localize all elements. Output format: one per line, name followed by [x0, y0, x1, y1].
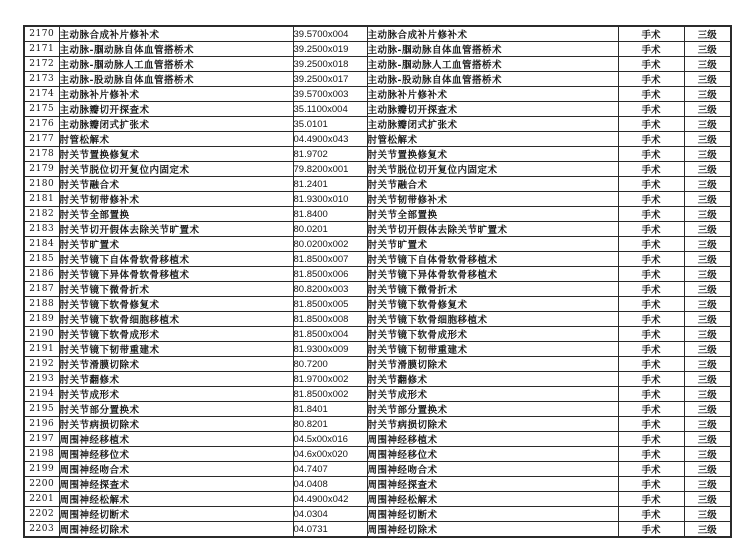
row-number-cell: 2175	[24, 102, 59, 117]
procedure-name-cell: 肘关节翻修术	[59, 372, 293, 387]
table-row	[24, 282, 731, 297]
procedure-code-cell: 81.8500x006	[293, 267, 367, 282]
procedure-code-cell: 39.2500x017	[293, 72, 367, 87]
category-cell: 手术	[618, 42, 684, 57]
category-cell: 手术	[618, 162, 684, 177]
procedure-code-cell: 81.9300x009	[293, 342, 367, 357]
row-number-cell: 2195	[24, 402, 59, 417]
procedure-name2-cell: 肘关节成形术	[367, 387, 618, 402]
row-number-cell: 2179	[24, 162, 59, 177]
row-number-cell: 2177	[24, 132, 59, 147]
procedure-name2-cell: 周围神经移植术	[367, 432, 618, 447]
level-cell: 三级	[684, 327, 731, 342]
row-number-cell: 2200	[24, 477, 59, 492]
category-cell: 手术	[618, 417, 684, 432]
level-cell: 三级	[684, 42, 731, 57]
category-cell: 手术	[618, 237, 684, 252]
level-cell: 三级	[684, 522, 731, 538]
row-number-cell: 2181	[24, 192, 59, 207]
row-number-cell: 2193	[24, 372, 59, 387]
procedure-name2-cell: 肘关节旷置术	[367, 237, 618, 252]
procedure-name2-cell: 肘关节翻修术	[367, 372, 618, 387]
procedure-name-cell: 肘关节镜下软骨细胞移植术	[59, 312, 293, 327]
procedure-name-cell: 肘关节镜下软骨成形术	[59, 327, 293, 342]
procedure-name2-cell: 周围神经吻合术	[367, 462, 618, 477]
procedure-code-cell: 80.7200	[293, 357, 367, 372]
table-row	[24, 132, 731, 147]
procedure-name2-cell: 主动脉补片修补术	[367, 87, 618, 102]
row-number-cell: 2172	[24, 57, 59, 72]
row-number-cell: 2173	[24, 72, 59, 87]
table-row	[24, 26, 731, 42]
procedure-name2-cell: 肘关节滑膜切除术	[367, 357, 618, 372]
row-number-cell: 2176	[24, 117, 59, 132]
procedure-name-cell: 肘关节病损切除术	[59, 417, 293, 432]
level-cell: 三级	[684, 117, 731, 132]
category-cell: 手术	[618, 357, 684, 372]
procedure-name2-cell: 肘关节镜下微骨折术	[367, 282, 618, 297]
procedure-code-cell: 81.9300x010	[293, 192, 367, 207]
category-cell: 手术	[618, 252, 684, 267]
category-cell: 手术	[618, 387, 684, 402]
level-cell: 三级	[684, 447, 731, 462]
procedure-name2-cell: 主动脉-腘动脉人工血管搭桥术	[367, 57, 618, 72]
table-row	[24, 192, 731, 207]
category-cell: 手术	[618, 402, 684, 417]
row-number-cell: 2170	[24, 26, 59, 42]
category-cell: 手术	[618, 72, 684, 87]
procedure-name2-cell: 肘关节镜下自体骨软骨移植术	[367, 252, 618, 267]
table-row	[24, 102, 731, 117]
procedure-code-cell: 81.8500x008	[293, 312, 367, 327]
level-cell: 三级	[684, 192, 731, 207]
row-number-cell: 2180	[24, 177, 59, 192]
level-cell: 三级	[684, 177, 731, 192]
table-row	[24, 117, 731, 132]
procedure-name2-cell: 周围神经切断术	[367, 507, 618, 522]
level-cell: 三级	[684, 342, 731, 357]
table-row	[24, 357, 731, 372]
procedure-code-cell: 04.0408	[293, 477, 367, 492]
table-row	[24, 417, 731, 432]
procedure-code-cell: 35.1100x004	[293, 102, 367, 117]
level-cell: 三级	[684, 402, 731, 417]
category-cell: 手术	[618, 477, 684, 492]
procedure-name2-cell: 肘管松解术	[367, 132, 618, 147]
procedure-code-cell: 04.4900x042	[293, 492, 367, 507]
procedure-name-cell: 肘关节切开假体去除关节旷置术	[59, 222, 293, 237]
level-cell: 三级	[684, 312, 731, 327]
level-cell: 三级	[684, 477, 731, 492]
category-cell: 手术	[618, 462, 684, 477]
table-row	[24, 432, 731, 447]
category-cell: 手术	[618, 207, 684, 222]
table-row	[24, 312, 731, 327]
row-number-cell: 2188	[24, 297, 59, 312]
procedure-name2-cell: 肘关节脱位切开复位内固定术	[367, 162, 618, 177]
procedure-code-cell: 39.5700x003	[293, 87, 367, 102]
category-cell: 手术	[618, 492, 684, 507]
row-number-cell: 2184	[24, 237, 59, 252]
procedure-code-cell: 81.8500x005	[293, 297, 367, 312]
procedure-code-cell: 80.0201	[293, 222, 367, 237]
procedure-name2-cell: 肘关节全部置换	[367, 207, 618, 222]
table-row	[24, 492, 731, 507]
table-row	[24, 267, 731, 282]
table-row	[24, 222, 731, 237]
level-cell: 三级	[684, 222, 731, 237]
procedure-code-cell: 81.9700x002	[293, 372, 367, 387]
table-row	[24, 372, 731, 387]
procedure-name-cell: 肘关节全部置换	[59, 207, 293, 222]
procedure-name2-cell: 周围神经切除术	[367, 522, 618, 538]
procedure-name-cell: 肘关节成形术	[59, 387, 293, 402]
procedure-code-cell: 81.9702	[293, 147, 367, 162]
procedure-code-cell: 39.2500x018	[293, 57, 367, 72]
table-row	[24, 252, 731, 267]
category-cell: 手术	[618, 147, 684, 162]
row-number-cell: 2174	[24, 87, 59, 102]
procedure-name-cell: 主动脉合成补片修补术	[59, 26, 293, 42]
category-cell: 手术	[618, 102, 684, 117]
procedure-name2-cell: 周围神经探查术	[367, 477, 618, 492]
procedure-name2-cell: 肘关节部分置换术	[367, 402, 618, 417]
procedure-code-cell: 81.8401	[293, 402, 367, 417]
category-cell: 手术	[618, 327, 684, 342]
level-cell: 三级	[684, 417, 731, 432]
level-cell: 三级	[684, 507, 731, 522]
procedure-name-cell: 肘关节镜下自体骨软骨移植术	[59, 252, 293, 267]
procedure-name-cell: 肘关节部分置换术	[59, 402, 293, 417]
procedure-code-cell: 81.8500x004	[293, 327, 367, 342]
procedure-code-cell: 81.8500x007	[293, 252, 367, 267]
category-cell: 手术	[618, 117, 684, 132]
level-cell: 三级	[684, 26, 731, 42]
procedure-code-cell: 39.2500x019	[293, 42, 367, 57]
procedure-name2-cell: 肘关节镜下软骨成形术	[367, 327, 618, 342]
row-number-cell: 2191	[24, 342, 59, 357]
row-number-cell: 2197	[24, 432, 59, 447]
category-cell: 手术	[618, 372, 684, 387]
level-cell: 三级	[684, 372, 731, 387]
level-cell: 三级	[684, 132, 731, 147]
category-cell: 手术	[618, 282, 684, 297]
procedure-name2-cell: 肘关节镜下异体骨软骨移植术	[367, 267, 618, 282]
row-number-cell: 2186	[24, 267, 59, 282]
procedure-name-cell: 肘关节旷置术	[59, 237, 293, 252]
procedure-name-cell: 周围神经切断术	[59, 507, 293, 522]
table-row	[24, 342, 731, 357]
table-row	[24, 42, 731, 57]
procedure-name2-cell: 肘关节镜下软骨修复术	[367, 297, 618, 312]
procedure-name-cell: 主动脉瓣切开探查术	[59, 102, 293, 117]
procedure-name2-cell: 肘关节融合术	[367, 177, 618, 192]
category-cell: 手术	[618, 222, 684, 237]
procedure-code-cell: 81.8500x002	[293, 387, 367, 402]
row-number-cell: 2196	[24, 417, 59, 432]
level-cell: 三级	[684, 357, 731, 372]
table-row	[24, 147, 731, 162]
procedure-name-cell: 肘关节镜下异体骨软骨移植术	[59, 267, 293, 282]
procedure-table	[23, 25, 732, 538]
procedure-code-cell: 80.8200x003	[293, 282, 367, 297]
level-cell: 三级	[684, 102, 731, 117]
procedure-name-cell: 肘关节融合术	[59, 177, 293, 192]
table-row	[24, 387, 731, 402]
row-number-cell: 2171	[24, 42, 59, 57]
level-cell: 三级	[684, 252, 731, 267]
procedure-name2-cell: 肘关节切开假体去除关节旷置术	[367, 222, 618, 237]
procedure-name2-cell: 主动脉瓣闭式扩张术	[367, 117, 618, 132]
procedure-name-cell: 主动脉-腘动脉自体血管搭桥术	[59, 42, 293, 57]
procedure-name-cell: 周围神经松解术	[59, 492, 293, 507]
table-body	[24, 26, 731, 537]
procedure-name-cell: 肘关节滑膜切除术	[59, 357, 293, 372]
procedure-name2-cell: 主动脉-股动脉自体血管搭桥术	[367, 72, 618, 87]
category-cell: 手术	[618, 432, 684, 447]
procedure-name-cell: 主动脉补片修补术	[59, 87, 293, 102]
table-row	[24, 327, 731, 342]
table-row	[24, 402, 731, 417]
procedure-code-cell: 04.5x00x016	[293, 432, 367, 447]
row-number-cell: 2194	[24, 387, 59, 402]
procedure-name-cell: 周围神经吻合术	[59, 462, 293, 477]
category-cell: 手术	[618, 87, 684, 102]
category-cell: 手术	[618, 132, 684, 147]
table-row	[24, 72, 731, 87]
procedure-code-cell: 79.8200x001	[293, 162, 367, 177]
level-cell: 三级	[684, 147, 731, 162]
procedure-name-cell: 肘关节镜下软骨修复术	[59, 297, 293, 312]
table-row	[24, 297, 731, 312]
table-row	[24, 507, 731, 522]
procedure-name-cell: 周围神经移位术	[59, 447, 293, 462]
procedure-name-cell: 周围神经移植术	[59, 432, 293, 447]
table-row	[24, 162, 731, 177]
procedure-name-cell: 周围神经切除术	[59, 522, 293, 538]
category-cell: 手术	[618, 297, 684, 312]
table-row	[24, 57, 731, 72]
level-cell: 三级	[684, 432, 731, 447]
procedure-code-cell: 81.8400	[293, 207, 367, 222]
table-row	[24, 87, 731, 102]
procedure-code-cell: 80.0200x002	[293, 237, 367, 252]
level-cell: 三级	[684, 87, 731, 102]
table-row	[24, 462, 731, 477]
procedure-code-cell: 04.0304	[293, 507, 367, 522]
procedure-code-cell: 04.6x00x020	[293, 447, 367, 462]
category-cell: 手术	[618, 447, 684, 462]
row-number-cell: 2201	[24, 492, 59, 507]
table-row	[24, 477, 731, 492]
row-number-cell: 2183	[24, 222, 59, 237]
procedure-name2-cell: 周围神经移位术	[367, 447, 618, 462]
category-cell: 手术	[618, 267, 684, 282]
procedure-name2-cell: 肘关节镜下韧带重建术	[367, 342, 618, 357]
row-number-cell: 2198	[24, 447, 59, 462]
procedure-code-cell: 80.8201	[293, 417, 367, 432]
procedure-code-cell: 35.0101	[293, 117, 367, 132]
procedure-name2-cell: 主动脉-腘动脉自体血管搭桥术	[367, 42, 618, 57]
procedure-name2-cell: 周围神经松解术	[367, 492, 618, 507]
procedure-name-cell: 主动脉瓣闭式扩张术	[59, 117, 293, 132]
row-number-cell: 2187	[24, 282, 59, 297]
level-cell: 三级	[684, 207, 731, 222]
category-cell: 手术	[618, 177, 684, 192]
level-cell: 三级	[684, 282, 731, 297]
procedure-code-cell: 81.2401	[293, 177, 367, 192]
procedure-name2-cell: 肘关节置换修复术	[367, 147, 618, 162]
row-number-cell: 2192	[24, 357, 59, 372]
procedure-name-cell: 肘关节脱位切开复位内固定术	[59, 162, 293, 177]
procedure-name-cell: 周围神经探查术	[59, 477, 293, 492]
level-cell: 三级	[684, 297, 731, 312]
table-row	[24, 177, 731, 192]
procedure-name-cell: 肘管松解术	[59, 132, 293, 147]
procedure-name-cell: 肘关节韧带修补术	[59, 192, 293, 207]
category-cell: 手术	[618, 26, 684, 42]
level-cell: 三级	[684, 237, 731, 252]
row-number-cell: 2190	[24, 327, 59, 342]
procedure-code-cell: 04.7407	[293, 462, 367, 477]
procedure-name-cell: 肘关节镜下微骨折术	[59, 282, 293, 297]
procedure-name2-cell: 主动脉合成补片修补术	[367, 26, 618, 42]
row-number-cell: 2199	[24, 462, 59, 477]
category-cell: 手术	[618, 312, 684, 327]
level-cell: 三级	[684, 492, 731, 507]
procedure-name2-cell: 肘关节病损切除术	[367, 417, 618, 432]
procedure-name-cell: 肘关节置换修复术	[59, 147, 293, 162]
procedure-code-cell: 04.4900x043	[293, 132, 367, 147]
level-cell: 三级	[684, 57, 731, 72]
level-cell: 三级	[684, 162, 731, 177]
table-row	[24, 237, 731, 252]
procedure-name2-cell: 肘关节镜下软骨细胞移植术	[367, 312, 618, 327]
row-number-cell: 2202	[24, 507, 59, 522]
category-cell: 手术	[618, 342, 684, 357]
level-cell: 三级	[684, 387, 731, 402]
category-cell: 手术	[618, 507, 684, 522]
row-number-cell: 2189	[24, 312, 59, 327]
row-number-cell: 2182	[24, 207, 59, 222]
row-number-cell: 2203	[24, 522, 59, 538]
procedure-name2-cell: 主动脉瓣切开探查术	[367, 102, 618, 117]
level-cell: 三级	[684, 267, 731, 282]
level-cell: 三级	[684, 462, 731, 477]
category-cell: 手术	[618, 57, 684, 72]
procedure-name-cell: 主动脉-腘动脉人工血管搭桥术	[59, 57, 293, 72]
procedure-name2-cell: 肘关节韧带修补术	[367, 192, 618, 207]
category-cell: 手术	[618, 522, 684, 538]
procedure-code-cell: 39.5700x004	[293, 26, 367, 42]
procedure-code-cell: 04.0731	[293, 522, 367, 538]
row-number-cell: 2178	[24, 147, 59, 162]
table-row	[24, 207, 731, 222]
level-cell: 三级	[684, 72, 731, 87]
row-number-cell: 2185	[24, 252, 59, 267]
category-cell: 手术	[618, 192, 684, 207]
table-row	[24, 522, 731, 538]
procedure-name-cell: 主动脉-股动脉自体血管搭桥术	[59, 72, 293, 87]
procedure-name-cell: 肘关节镜下韧带重建术	[59, 342, 293, 357]
table-row	[24, 447, 731, 462]
